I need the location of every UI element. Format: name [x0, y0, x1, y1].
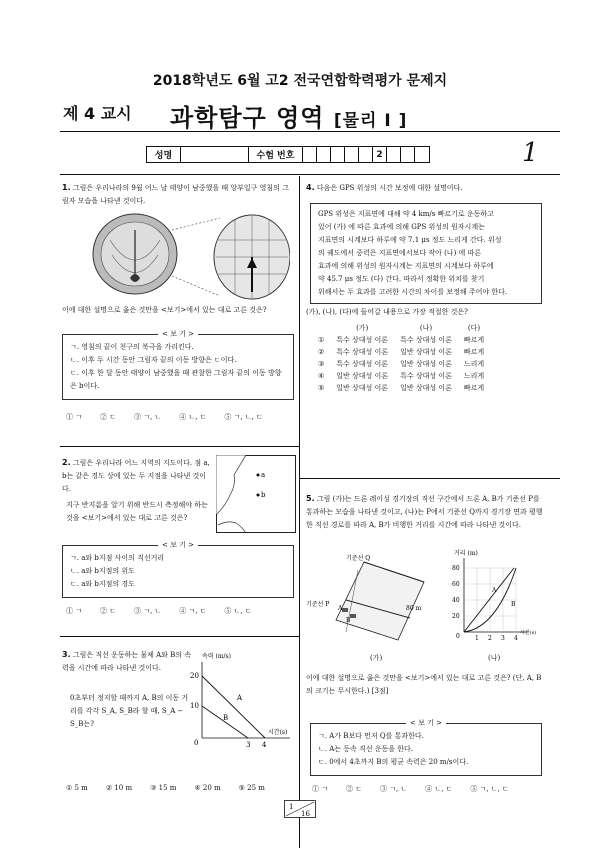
q4-option-row[interactable]: [312, 382, 490, 394]
q1-sundial-figure: [90, 210, 290, 302]
series-b-label: B: [223, 714, 229, 722]
series-a-line: [202, 676, 265, 738]
label-p: 기준선 P: [306, 601, 330, 608]
name-field[interactable]: [181, 147, 249, 162]
q5-question: 이에 대한 설명으로 옳은 것만을 <보기>에서 있는 대로 고른 것은? (단, A, B의 크기는 무시한다.) [3점]: [306, 674, 542, 695]
name-label: 성명: [147, 147, 181, 162]
option-cell: 특수 상대성 이론: [400, 336, 452, 344]
q4-header: (다): [467, 324, 481, 332]
xtick: 2: [488, 635, 492, 642]
subject-main: 과학탐구 영역: [170, 104, 325, 132]
option-cell: 일반 상대성 이론: [336, 384, 389, 392]
choice-2[interactable]: ② ㄷ: [100, 413, 116, 421]
q1-question: 이에 대한 설명으로 옳은 것만을 <보기>에서 있는 대로 고른 것은?: [62, 306, 267, 314]
q4-header: (나): [419, 324, 433, 332]
bogi-item: ㄷ. a와 b지점의 경도: [70, 580, 135, 588]
bogi-item: ㄱ. 영침의 끝이 천구의 북극을 가리킨다.: [70, 343, 194, 351]
choice-5[interactable]: ⑤ ㄱ, ㄴ, ㄷ: [470, 785, 509, 793]
label-80m: 80 m: [406, 605, 422, 612]
xtick: 3: [501, 635, 505, 642]
q2-text: 그림은 우리나라 어느 지역의 지도이다. 점 a, b는 같은 경도 상에 있는 두 지점을 나타낸 것이다.: [62, 459, 210, 493]
choice-1[interactable]: ① ㄱ: [312, 785, 328, 793]
page-number: 1: [522, 138, 539, 168]
q4-box-line: 효과에 의해 위성의 원자시계는 지표면의 시계보다 하루에: [318, 262, 494, 270]
xtick: 1: [475, 635, 479, 642]
option-marker: ①: [318, 336, 325, 344]
series-b-line: [202, 706, 248, 738]
option-marker: ③: [318, 360, 325, 368]
q-divider: [60, 446, 299, 447]
exam-digit-box[interactable]: [303, 147, 317, 162]
choice-3[interactable]: ③ ㄱ, ㄴ: [134, 413, 162, 421]
question-1: [62, 181, 294, 208]
option-marker: ②: [318, 348, 325, 356]
exam-digit-box[interactable]: [387, 147, 401, 162]
point-b: [257, 494, 260, 497]
q5-text: 그림 (가)는 드론 레이싱 경기장의 직선 구간에서 드론 A, B가 기준선 P를 통과하는 모습을 나타낸 것이고, (나)는 P에서 기준선 Q까지 경기장 면과 평행한 직선 경로를 따라 A, B가 비행한 거리를 시간에 따라 나타낸 것이다.: [306, 495, 543, 529]
choice-2[interactable]: ② ㄷ: [346, 785, 362, 793]
series-a-label: A: [237, 694, 243, 702]
id-box: [146, 146, 430, 163]
session-label: 제 4 교시: [63, 104, 132, 123]
q5-choices: [312, 784, 527, 794]
bogi-title: < 보 기 >: [406, 718, 446, 728]
bogi-item: ㄷ. 이후 한 달 동안 태양이 남중했을 때 관찰한 그림자 끝의 이동 방향은 b이다.: [70, 369, 282, 390]
option-cell: 일반 상대성 이론: [400, 348, 452, 356]
q4-option-row[interactable]: [312, 358, 490, 370]
option-cell: 특수 상대성 이론: [336, 348, 389, 356]
option-cell: 특수 상대성 이론: [336, 360, 389, 368]
drone-a-icon: [342, 608, 348, 612]
q3-graph: [180, 650, 295, 750]
option-marker: ④: [318, 372, 325, 380]
q5-bogi-box: [310, 719, 542, 776]
q3-text2: 0초부터 정지할 때까지 A, B의 이동 거리를 각각 S_A, S_B라 할 때, S_A − S_B는?: [70, 694, 189, 728]
exam-digit-box[interactable]: [415, 147, 429, 162]
label-q: 기준선 Q: [346, 555, 371, 562]
exam-digit-box[interactable]: [359, 147, 373, 162]
bogi-title: < 보 기 >: [158, 329, 198, 339]
choice-3[interactable]: ③ ㄱ, ㄴ: [134, 607, 162, 615]
option-cell: 일반 상대성 이론: [336, 372, 389, 380]
q5-number: 5.: [306, 494, 315, 503]
choice-5[interactable]: ⑤ ㄴ, ㄷ: [224, 607, 252, 615]
q5-ylabel: 거리 (m): [454, 550, 478, 557]
q3-number: 3.: [62, 650, 71, 659]
option-cell: 특수 상대성 이론: [400, 372, 452, 380]
series-a-label: A: [492, 587, 497, 594]
q3-ylabel: 속력 (m/s): [202, 653, 231, 660]
q3-choices: [66, 784, 283, 792]
q1-bogi-box: [62, 330, 294, 400]
q-divider: [60, 636, 299, 637]
header-rule-2: [60, 174, 560, 175]
bogi-item: ㄷ. 0에서 4초까지 B의 평균 속력은 20 m/s이다.: [318, 758, 469, 766]
map-label-b: b: [261, 491, 266, 499]
q4-number: 4.: [306, 183, 315, 192]
option-cell: 느리게: [463, 372, 485, 380]
q4-option-row[interactable]: [312, 346, 490, 358]
q4-text: 다음은 GPS 위성의 시간 보정에 대한 설명이다.: [316, 184, 463, 192]
option-cell: 일반 상대성 이론: [400, 360, 452, 368]
option-cell: 빠르게: [463, 384, 485, 392]
choice-4[interactable]: ④ ㄱ, ㄷ: [179, 607, 207, 615]
exam-digit-box[interactable]: [345, 147, 359, 162]
page-footer: [284, 800, 316, 818]
exam-digit-box[interactable]: [317, 147, 331, 162]
choice-5[interactable]: ⑤ 25 m: [238, 784, 265, 792]
exam-digit-fixed: 2: [373, 147, 387, 162]
point-a: [257, 474, 260, 477]
bogi-item: ㄴ. 이후 두 시간 동안 그림자 끝의 이동 방향은 ㄷ이다.: [70, 356, 237, 364]
choice-4[interactable]: ④ ㄴ, ㄷ: [425, 785, 453, 793]
subject-title: [170, 98, 407, 133]
ytick-0: 0: [194, 739, 199, 747]
xtick-4: 4: [262, 741, 267, 749]
q-divider: [299, 478, 560, 479]
option-cell: 빠르게: [463, 348, 485, 356]
series-b-label: B: [511, 601, 516, 608]
option-cell: 특수 상대성 이론: [336, 336, 389, 344]
option-cell: 일반 상대성 이론: [400, 384, 452, 392]
q4-box-line: 있어 (가) 에 따른 효과에 의해 GPS 위성의 원자시계는: [318, 223, 485, 231]
choice-3[interactable]: ③ 15 m: [150, 784, 177, 792]
xtick: 4: [514, 635, 518, 642]
q4-question: (가), (나), (다)에 들어갈 내용으로 가장 적절한 것은?: [306, 308, 468, 316]
choice-5[interactable]: ⑤ ㄱ, ㄴ, ㄷ: [224, 413, 263, 421]
ytick: 0: [456, 633, 460, 640]
exam-title: 2018학년도 6월 고2 전국연합학력평가 문제지: [152, 73, 448, 89]
drone-b-icon: [350, 614, 356, 618]
q1-number: 1.: [62, 183, 71, 192]
option-cell: 빠르게: [463, 336, 485, 344]
q3-xlabel: 시간(s): [268, 729, 288, 736]
option-marker: ⑤: [318, 384, 325, 392]
q5-xlabel: 시간(s): [520, 630, 537, 636]
ytick: 40: [452, 597, 460, 604]
choice-4[interactable]: ④ 20 m: [194, 784, 221, 792]
xtick-3: 3: [246, 741, 251, 749]
header-rule: [60, 131, 560, 132]
q1-text: 그림은 우리나라의 9월 어느 날 태양이 남중했을 때 앙부일구 영침의 그림자 모습을 나타낸 것이다.: [62, 184, 289, 205]
map-label-a: a: [261, 471, 266, 479]
question-3: [62, 648, 192, 675]
choice-2[interactable]: ② 10 m: [105, 784, 133, 792]
bogi-title: < 보 기 >: [158, 540, 198, 550]
q1-choices: [66, 412, 281, 422]
label-b: B: [346, 617, 351, 624]
q4-answer-table: [312, 322, 490, 394]
question-5: [306, 492, 546, 532]
choice-1[interactable]: ① ㄱ: [66, 607, 82, 615]
q4-box-line: 지표면의 시계보다 하루에 약 7.1 μs 정도 느리게 간다. 위성: [318, 236, 502, 244]
fig-label-na: (나): [488, 654, 501, 662]
exam-digit-box[interactable]: [401, 147, 415, 162]
q4-option-row[interactable]: [312, 334, 490, 346]
question-4: [306, 181, 546, 195]
q2-choices: [66, 606, 270, 616]
q4-header: (가): [356, 324, 369, 332]
bogi-item: ㄴ. A는 등속 직선 운동을 한다.: [318, 745, 414, 753]
q4-box-line: 위해서는 두 효과를 고려한 시간의 차이를 보정해 주어야 한다.: [318, 288, 508, 296]
exam-digit-box[interactable]: [331, 147, 345, 162]
fig-label-ga: (가): [370, 654, 383, 662]
ytick-20: 20: [190, 672, 199, 680]
bogi-item: ㄴ. a와 b지점의 위도: [70, 567, 135, 575]
q2-text2: 지구 반지름을 알기 위해 반드시 측정해야 하는 것을 <보기>에서 있는 대로 고른 것은?: [66, 501, 208, 522]
bogi-item: ㄱ. A가 B보다 먼저 Q를 통과한다.: [318, 732, 424, 740]
choice-1[interactable]: ① 5 m: [66, 784, 88, 792]
q3-text: 그림은 직선 운동하는 물체 A와 B의 속력을 시간에 따라 나타낸 것이다.: [62, 651, 192, 672]
choice-2[interactable]: ② ㄷ: [100, 607, 116, 615]
choice-3[interactable]: ③ ㄱ, ㄴ: [380, 785, 408, 793]
ytick: 20: [452, 613, 460, 620]
q5-figures: [306, 548, 546, 648]
choice-1[interactable]: ① ㄱ: [66, 413, 82, 421]
q2-bogi-box: [62, 541, 294, 598]
q4-box: [310, 203, 542, 304]
ytick: 60: [452, 581, 460, 588]
choice-4[interactable]: ④ ㄴ, ㄷ: [179, 413, 207, 421]
ytick-10: 10: [190, 702, 199, 710]
column-divider: [299, 176, 300, 848]
q4-box-line: 의 궤도에서 중력은 지표면에서보다 작아 (나) 에 따른: [318, 249, 482, 257]
q2-number: 2.: [62, 458, 71, 467]
q4-option-row[interactable]: [312, 370, 490, 382]
exam-number-label: 수험 번호: [249, 147, 303, 162]
footer-page: 1: [289, 803, 294, 811]
label-a: A: [338, 605, 343, 612]
q4-box-line: GPS 위성은 지표면에 대해 약 4 km/s 빠르기로 운동하고: [318, 210, 494, 218]
question-2: [62, 456, 212, 496]
subject-sub: [물리 I ]: [333, 111, 408, 131]
q2-map-figure: [216, 455, 296, 533]
q4-box-line: 약 45.7 μs 정도 (다) 간다. 따라서 정확한 위치를 찾기: [318, 275, 485, 283]
footer-total: 16: [301, 810, 310, 818]
option-cell: 느리게: [463, 360, 485, 368]
ytick: 80: [452, 565, 460, 572]
bogi-item: ㄱ. a와 b지점 사이의 직선거리: [70, 554, 165, 562]
